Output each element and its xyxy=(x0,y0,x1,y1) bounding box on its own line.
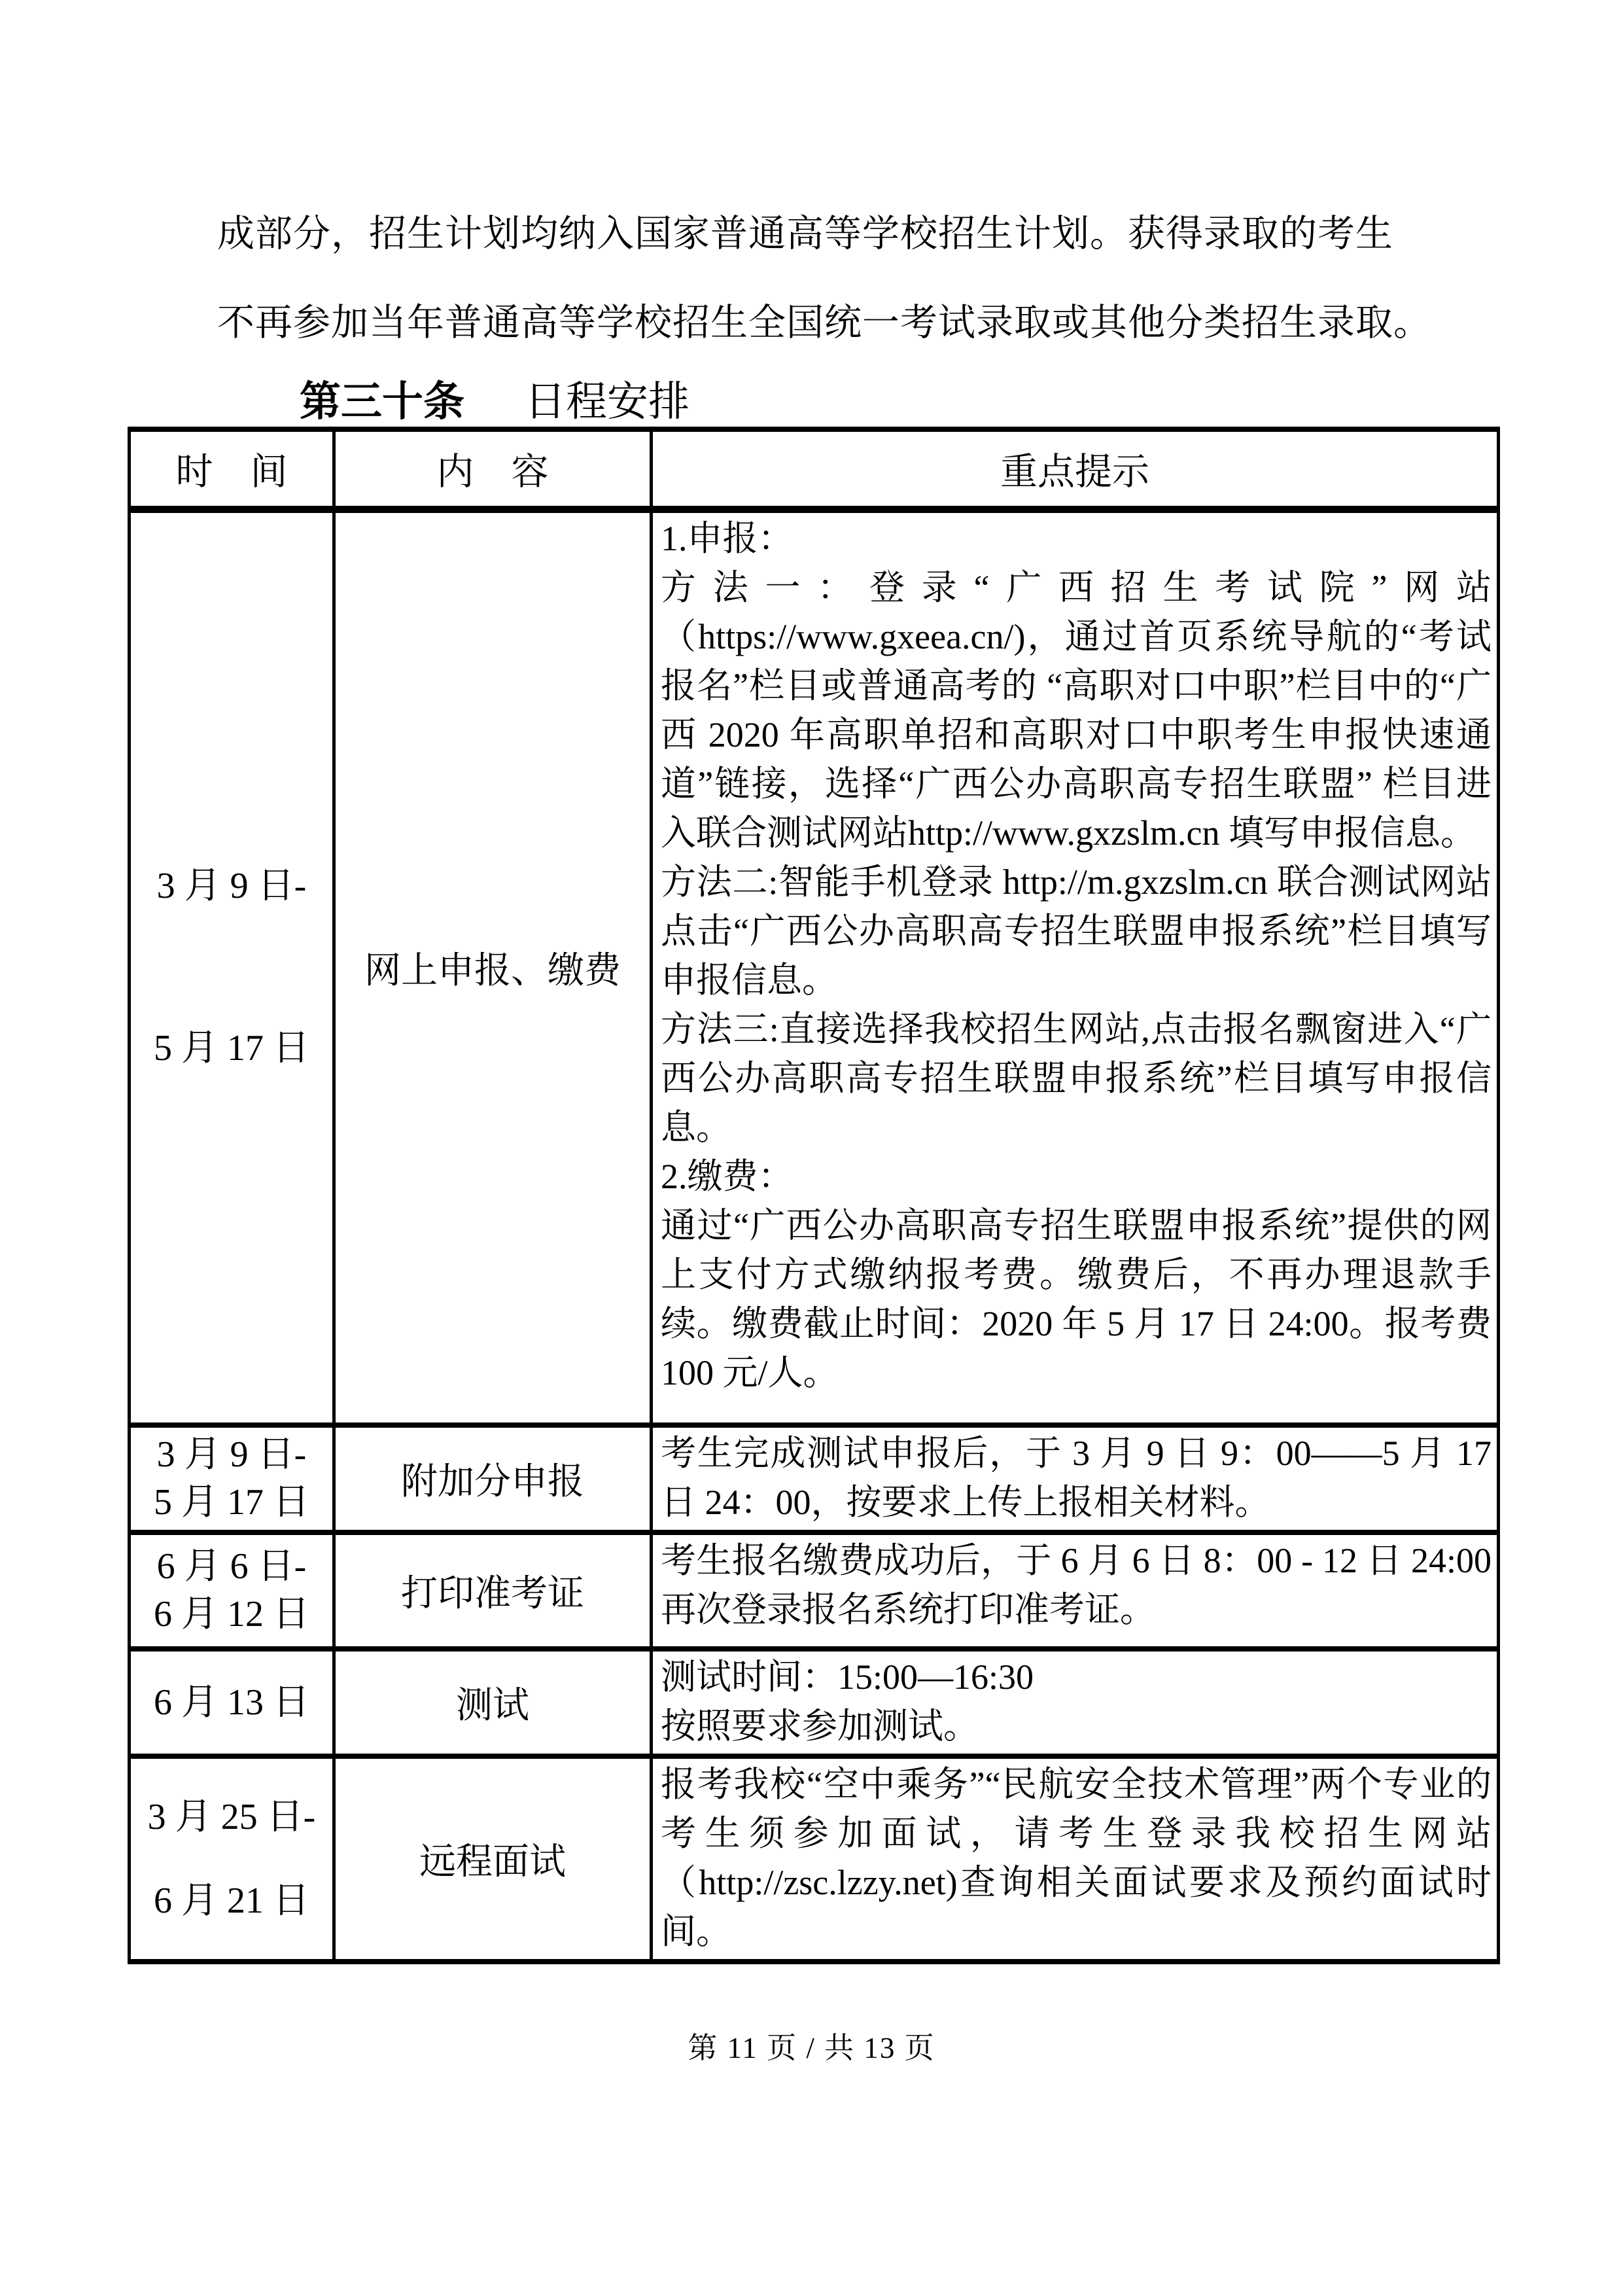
content-cell: 远程面试 xyxy=(334,1756,652,1962)
section-heading-title: 日程安排 xyxy=(525,379,689,425)
time-line: 3 月 9 日- xyxy=(156,1434,307,1475)
schedule-table xyxy=(128,427,1500,1964)
notes-cell xyxy=(652,1649,1499,1756)
time-cell xyxy=(130,1425,334,1532)
time-line: 3 月 25 日- xyxy=(147,1796,316,1837)
notes-cell xyxy=(652,1425,1499,1532)
note-paragraph: 方法二:智能手机登录 http://m.gxzslm.cn 联合测试网站点击“广西公办高职高专招生联盟申报系统”栏目填写申报信息。 xyxy=(661,862,1492,1000)
note-paragraph: 考生报名缴费成功后，于 6 月 6 日 8：00 - 12 日 24:00 再次登录报名系统打印准考证。 xyxy=(661,1541,1492,1629)
table-row-test xyxy=(130,1649,1499,1756)
note-paragraph: 测试时间：15:00—16:30 xyxy=(661,1657,1034,1697)
note-paragraph: 2.缴费： xyxy=(661,1156,794,1196)
table-header-row xyxy=(130,429,1499,509)
page-number: 第 11 页 / 共 13 页 xyxy=(688,2032,935,2064)
content-cell: 打印准考证 xyxy=(334,1532,652,1649)
notes-cell xyxy=(652,509,1499,1425)
table-row-print-admission-ticket xyxy=(130,1532,1499,1649)
note-paragraph: 考生完成测试申报后，于 3 月 9 日 9：00——5 月 17 日 24：00，按要求上传上报相关材料。 xyxy=(661,1434,1492,1522)
section-heading-number: 第三十条 xyxy=(300,379,464,425)
time-line: 5 月 17 日 xyxy=(154,1482,309,1523)
time-line: 6 月 13 日 xyxy=(154,1682,309,1723)
note-paragraph: 方法一：登录“广西招生考试院”网站（https://www.gxeea.cn/)，通过首页系统导航的“考试报名”栏目或普通高考的 “高职对口中职”栏目中的“广西 2020 年高职单招和高职对口中职考生申报快速通道”链接，选择“广西公办高职高专招生联盟” 栏目进入联合测试网站http://www.gxzslm.cn 填写申报信息。 xyxy=(661,567,1492,853)
time-cell xyxy=(130,1756,334,1962)
section-heading xyxy=(300,368,689,428)
table-row-bonus-declaration xyxy=(130,1425,1499,1532)
intro-line: 不再参加当年普通高等学校招生全国统一考试录取或其他分类招生录取。 xyxy=(217,302,1431,344)
time-line: 6 月 21 日 xyxy=(154,1880,309,1921)
time-line: 6 月 12 日 xyxy=(154,1594,309,1634)
header-cell-notes: 重点提示 xyxy=(652,429,1499,509)
notes-cell xyxy=(652,1756,1499,1962)
content-cell: 网上申报、缴费 xyxy=(334,509,652,1425)
note-paragraph: 通过“广西公办高职高专招生联盟申报系统”提供的网上支付方式缴纳报考费。缴费后，不再办理退款手续。缴费截止时间：2020 年 5 月 17 日 24:00。报考费 100 元/人。 xyxy=(661,1205,1492,1392)
time-line: 3 月 9 日- xyxy=(156,866,307,907)
table-row-remote-interview xyxy=(130,1756,1499,1962)
note-paragraph: 方法三:直接选择我校招生网站,点击报名飘窗进入“广西公办高职高专招生联盟申报系统”栏目填写申报信息。 xyxy=(661,1009,1492,1147)
time-cell xyxy=(130,509,334,1425)
header-cell-content: 内 容 xyxy=(334,429,652,509)
content-cell: 附加分申报 xyxy=(334,1425,652,1532)
content-cell: 测试 xyxy=(334,1649,652,1756)
time-cell xyxy=(130,1649,334,1756)
note-paragraph: 按照要求参加测试。 xyxy=(661,1706,979,1746)
table-row-online-application xyxy=(130,509,1499,1425)
time-cell xyxy=(130,1532,334,1649)
time-line: 5 月 17 日 xyxy=(154,1028,309,1069)
time-line: 6 月 6 日- xyxy=(156,1546,307,1587)
notes-cell xyxy=(652,1532,1499,1649)
note-paragraph: 1.申报： xyxy=(661,518,794,558)
intro-line: 成部分，招生计划均纳入国家普通高等学校招生计划。获得录取的考生 xyxy=(217,213,1393,255)
header-cell-time: 时 间 xyxy=(130,429,334,509)
note-paragraph: 报考我校“空中乘务”“民航安全技术管理”两个专业的考生须参加面试，请考生登录我校招生网站（http://zsc.lzzy.net)查询相关面试要求及预约面试时间。 xyxy=(661,1765,1492,1951)
